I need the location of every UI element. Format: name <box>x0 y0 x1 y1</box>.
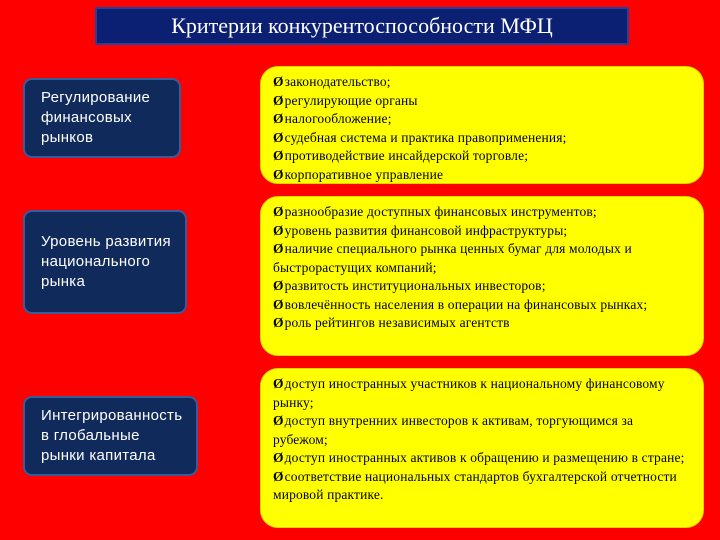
criterion-market-development-box <box>23 210 187 314</box>
bullet-icon: Ø <box>273 278 284 293</box>
bullet-icon: Ø <box>273 450 284 465</box>
list-item: Øдоступ иностранных активов к обращению и размещению в стране; <box>273 450 685 465</box>
list-item: Øналогообложение; <box>273 111 392 126</box>
criterion-market-development-details <box>260 196 704 356</box>
list-item: Øроль рейтингов независимых агентств <box>273 315 510 330</box>
criterion-regulation-box <box>23 78 181 158</box>
bullet-icon: Ø <box>273 222 284 238</box>
criterion-market-development-label: Уровень развития национального рынка <box>41 233 171 290</box>
bullet-icon: Ø <box>273 296 284 312</box>
criterion-global-integration-label: Интегрированность в глобальные рынки капитала <box>41 407 183 464</box>
bullet-icon: Ø <box>273 413 284 428</box>
list-item: Øдоступ внутренних инвесторов к активам, торгующимся за рубежом; <box>273 413 634 447</box>
bullet-icon: Ø <box>273 315 284 330</box>
list-item: Øзаконодательство; <box>273 74 391 89</box>
criterion-regulation-label: Регулирование финансовых рынков <box>41 89 151 146</box>
bullet-icon: Ø <box>273 148 284 163</box>
list-item: Øсоответствие национальных стандартов бухгалтерской отчетности мировой практике. <box>273 468 677 502</box>
bullet-icon: Ø <box>273 204 284 219</box>
bullet-icon: Ø <box>273 74 284 89</box>
criterion-global-integration-box <box>23 396 198 476</box>
list-item: Øналичие специального рынка ценных бумаг для молодых и быстрорастущих компаний; <box>273 241 632 275</box>
list-item: Øразнообразие доступных финансовых инструментов; <box>273 204 597 219</box>
page-title: Критерии конкурентоспособности МФЦ <box>95 7 629 45</box>
bullet-icon: Ø <box>273 92 284 108</box>
criterion-global-integration-list <box>273 375 689 505</box>
list-item: Øрегулирующие органы <box>273 92 418 108</box>
criterion-global-integration-details <box>260 368 704 528</box>
bullet-icon: Ø <box>273 129 284 145</box>
criterion-regulation-list <box>273 73 689 184</box>
list-item: Øразвитость институциональных инвесторов; <box>273 278 546 293</box>
bullet-icon: Ø <box>273 166 284 182</box>
list-item: Øвовлечённость населения в операции на финансовых рынках; <box>273 296 648 312</box>
list-item: Øпротиводействие инсайдерской торговле; <box>273 148 529 163</box>
list-item: Øуровень развития финансовой инфраструктуры; <box>273 222 568 238</box>
criterion-regulation-details <box>260 66 704 184</box>
bullet-icon: Ø <box>273 111 284 126</box>
list-item: Øкорпоративное управление <box>273 166 444 182</box>
bullet-icon: Ø <box>273 376 284 391</box>
criterion-market-development-list <box>273 203 689 333</box>
list-item: Øдоступ иностранных участников к национальному финансовому рынку; <box>273 376 665 410</box>
bullet-icon: Ø <box>273 241 284 256</box>
list-item: Øсудебная система и практика правоприменения; <box>273 129 567 145</box>
bullet-icon: Ø <box>273 468 284 484</box>
